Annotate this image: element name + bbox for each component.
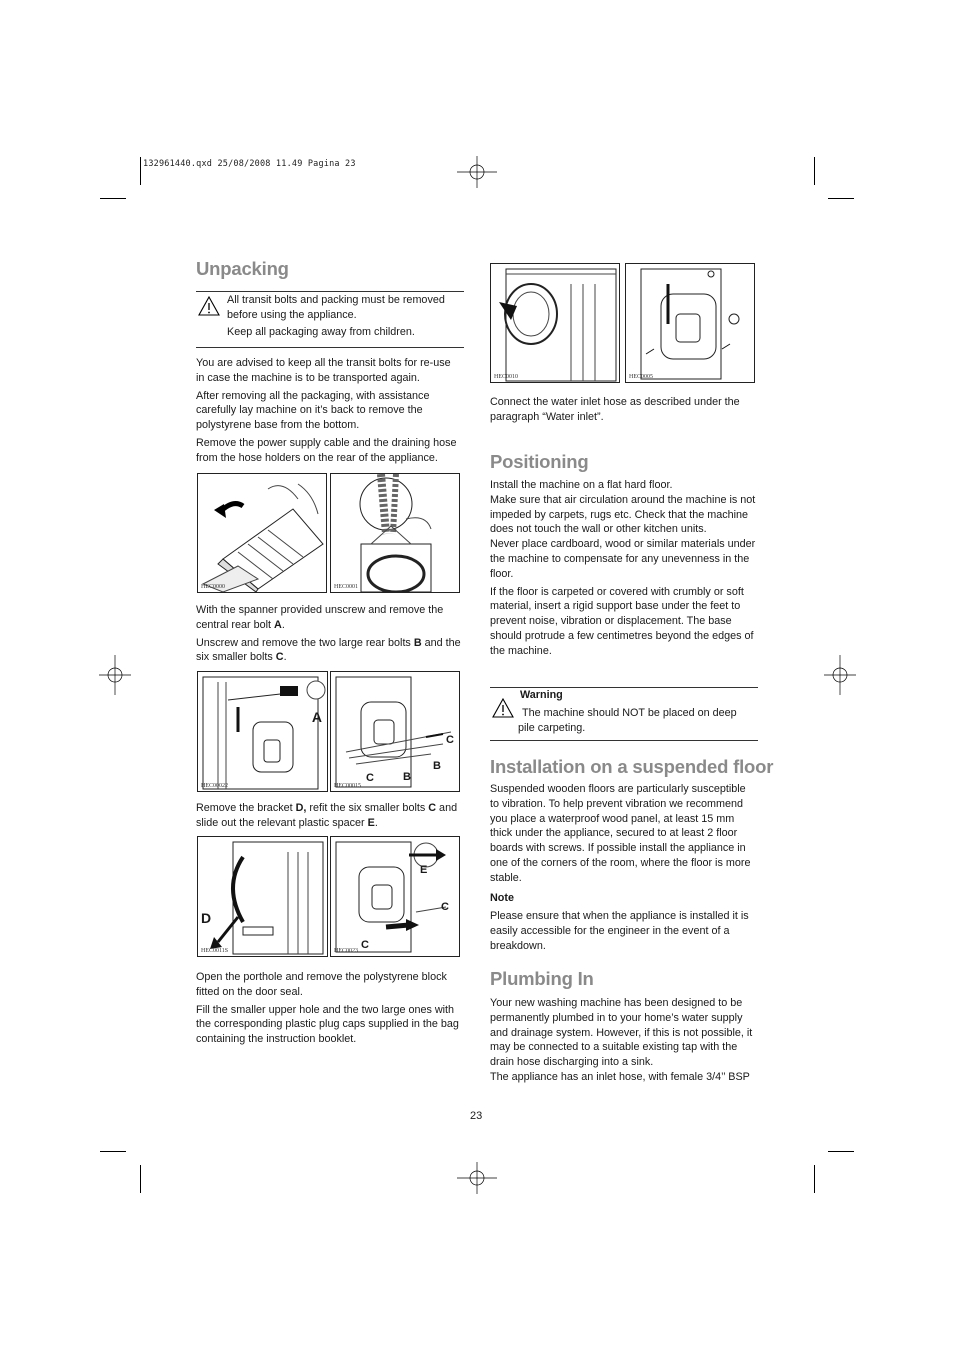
label-c: C <box>441 901 449 913</box>
illustration-rear-bolt-a <box>197 671 328 792</box>
positioning-title: Positioning <box>490 451 589 472</box>
warning-top-rule <box>490 687 758 688</box>
text: and the six smaller bolts <box>196 636 461 664</box>
figure-code: HEC0023 <box>334 948 358 954</box>
figure-code: HEC00015 <box>334 783 361 789</box>
paragraph: After removing all the packaging, with assistance carefully lay machine on it’s back to remove the polystyrene base from the bottom. <box>196 389 430 432</box>
paragraph: The appliance has an inlet hose, with female 3/4’’ BSP <box>490 1070 750 1083</box>
text: With the spanner provided unscrew and remove the central rear bolt <box>196 604 444 631</box>
text: refit the six smaller bolts <box>306 802 429 814</box>
illustration-hose-holders <box>330 473 460 593</box>
warning-line: All transit bolts and packing must be removed before using the appliance. <box>227 294 445 321</box>
warning-bottom-rule <box>490 740 758 741</box>
bracket-label: D, <box>295 802 307 814</box>
warning-bottom-rule <box>196 347 464 348</box>
note-title: Note <box>490 891 514 904</box>
illustration-plug-caps <box>625 263 755 383</box>
label-e: E <box>420 864 428 876</box>
label-d: D <box>201 910 212 926</box>
text: Unscrew and remove the two large rear bolts <box>196 636 414 649</box>
suspended-floor-body <box>490 782 756 954</box>
warning-top-rule <box>196 291 464 292</box>
bracket-instruction <box>196 801 464 831</box>
paragraph: Install the machine on a flat hard floor. <box>490 479 673 491</box>
bolt-label: C <box>275 651 284 664</box>
bolt-label: B <box>413 636 422 649</box>
unpacking-title: Unpacking <box>196 258 289 279</box>
warning-triangle-icon <box>198 296 220 316</box>
illustration-lay-machine-on-back <box>197 473 327 593</box>
page-number: 23 <box>470 1110 483 1122</box>
paragraph: If the floor is carpeted or covered with crumbly or soft material, insert a rigid support base under the feet to prevent noise, vibration or displacement. The base should protrude a few centimetres beyond the edges of the machine. <box>490 585 754 657</box>
spacer-label: E <box>367 816 375 829</box>
registration-mark-icon <box>99 655 131 695</box>
unpacking-body <box>196 356 462 466</box>
warning-text <box>518 706 754 736</box>
paragraph: Your new washing machine has been designed to be permanently plumbed in to your home’s water supply and drainage system. However, if this is not possible, it may be connected to a suitable existing tap with the drain hose discharging into a sink. <box>490 997 753 1069</box>
text: . <box>374 816 378 829</box>
paragraph: Please ensure that when the appliance is installed it is easily accessible for the engineer in the event of a breakdown. <box>490 910 749 952</box>
text: . <box>281 618 285 631</box>
figure-code: HEC0000 <box>201 584 225 590</box>
plumbing-body <box>490 996 756 1085</box>
paragraph <box>196 603 462 633</box>
paragraph: Connect the water inlet hose as described under the paragraph “Water inlet”. <box>490 396 740 423</box>
figure-code: HEC0011S <box>201 948 229 954</box>
file-slug: 132961440.qxd 25/08/2008 11.49 Pagina 23 <box>143 159 356 169</box>
hose-instruction <box>490 395 756 425</box>
text: . <box>283 651 287 664</box>
figure-code: HEC00022 <box>201 783 228 789</box>
positioning-body <box>490 478 760 659</box>
unpacking-warning <box>227 293 462 339</box>
label-c: C <box>366 772 374 784</box>
warning-title: Warning <box>520 689 563 701</box>
label-c: C <box>361 939 369 951</box>
paragraph: Fill the smaller upper hole and the two large ones with the corresponding plastic plug caps supplied in the bag containing the instruction booklet. <box>196 1003 459 1046</box>
label-a: A <box>311 709 322 725</box>
paragraph <box>196 801 464 831</box>
label-b: B <box>433 760 441 772</box>
bolt-label: C <box>428 802 437 814</box>
text: Remove the bracket <box>196 802 296 814</box>
paragraph <box>196 636 462 666</box>
porthole-instructions <box>196 970 462 1047</box>
figure-code: HEC0005 <box>629 374 653 380</box>
bolt-label: A <box>274 618 282 631</box>
paragraph: Open the porthole and remove the polystyrene block fitted on the door seal. <box>196 971 447 998</box>
warning-line: Keep all packaging away from children. <box>227 325 415 338</box>
plumbing-title: Plumbing In <box>490 968 594 989</box>
figure-code: HEC0001 <box>334 584 358 590</box>
text: and slide out the relevant plastic spacer <box>196 802 458 829</box>
illustration-rear-bolts-bc <box>330 671 460 792</box>
suspended-floor-title: Installation on a suspended floor <box>490 756 774 777</box>
paragraph: Suspended wooden floors are particularly susceptible to vibration. To help prevent vibration we recommend you place a waterproof wood panel, at least 15 mm thick under the appliance, secured to at least 2 floor boards with screws. If possible install the appliance in one of the corners of the room, where the floor is more stable. <box>490 783 751 884</box>
illustration-spacer-e <box>330 836 460 957</box>
registration-mark-icon <box>457 1162 497 1194</box>
paragraph: You are advised to keep all the transit bolts for re-use in case the machine is to be transported again. <box>196 357 451 384</box>
paragraph: Never place cardboard, wood or similar materials under the machine to compensate for any unevenness in the floor. <box>490 538 756 580</box>
paragraph: Make sure that air circulation around the machine is not impeded by carpets, rugs etc. Check that the machine does not touch the wall or other kitchen units. <box>490 493 756 536</box>
illustration-door-seal <box>490 263 620 383</box>
paragraph: The machine should NOT be placed on deep pile carpeting. <box>518 707 737 734</box>
label-c: C <box>446 734 454 746</box>
illustration-remove-bracket-d <box>197 836 328 957</box>
registration-mark-icon <box>457 156 497 188</box>
paragraph: Remove the power supply cable and the draining hose from the hose holders on the rear of the appliance. <box>196 436 457 464</box>
label-b: B <box>403 771 411 783</box>
registration-mark-icon <box>824 655 856 695</box>
bolt-instructions <box>196 603 462 665</box>
figure-code: HEC0010 <box>494 374 518 380</box>
